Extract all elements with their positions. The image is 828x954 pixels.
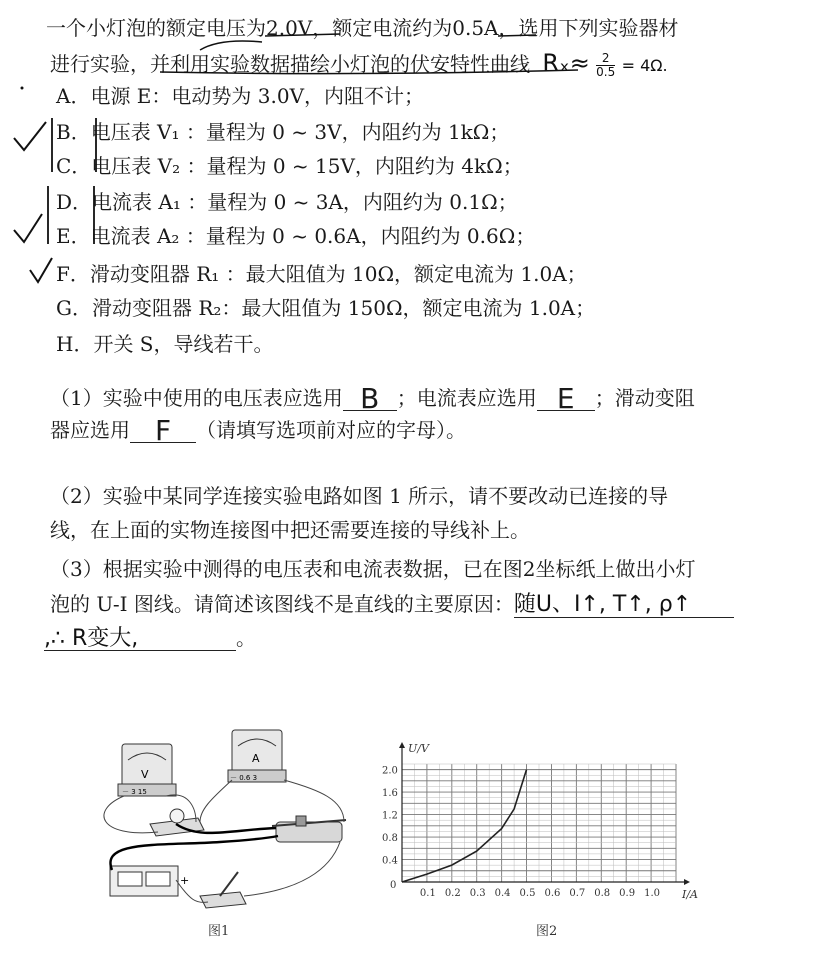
- y-tick-label: 0.4: [382, 855, 398, 867]
- origin-label: 0: [390, 880, 397, 891]
- q1-text-d: 器应选用: [50, 418, 130, 442]
- option-text: B．电压表 V₁ ：量程为 0 ~ 3V，内阻约为 1kΩ；: [56, 120, 510, 144]
- q1-answer-rheostat: F: [130, 420, 196, 443]
- y-tick-label: 1.2: [382, 810, 398, 822]
- annotation-result: = 4Ω.: [621, 56, 668, 75]
- q1-answer-ammeter: E: [537, 388, 595, 411]
- ammeter-symbol: A: [252, 752, 260, 765]
- x-tick-label: 0.8: [594, 888, 611, 899]
- y-tick-label: 1.6: [382, 788, 398, 800]
- q3-text-1: （3）根据实验中测得的电压表和电流表数据，已在图2坐标纸上做出小灯: [50, 557, 696, 581]
- q1-answer-voltmeter: B: [343, 388, 397, 411]
- ammeter-terminals: － 0.6 3: [230, 774, 258, 782]
- annotation-frac-num: 2: [596, 52, 615, 66]
- stem-text-2: 进行实验，并利用实验数据描绘小灯泡的伏安特性曲线: [50, 52, 530, 76]
- x-tick-label: 0.1: [419, 888, 436, 899]
- x-tick-label: 0.2: [444, 888, 461, 899]
- chart-grid: [402, 764, 676, 882]
- option-text: A．电源 E：电动势为 3.0V，内阻不计；: [56, 84, 425, 108]
- q2-text-1: （2）实验中某同学连接实验电路如图 1 所示，请不要改动已连接的导: [50, 484, 669, 508]
- y-tick-label: 2.0: [382, 765, 398, 777]
- x-tick-label: 0.3: [469, 888, 486, 899]
- y-tick-label: 0.8: [382, 833, 398, 845]
- chart-axes: [399, 742, 690, 885]
- voltmeter-terminals: － 3 15: [122, 788, 147, 796]
- option-text: G．滑动变阻器 R₂：最大阻值为 150Ω，额定电流为 1.0A；: [56, 296, 596, 320]
- x-tick-label: 0.6: [544, 888, 561, 899]
- q1-text-a: （1）实验中使用的电压表应选用: [50, 386, 343, 410]
- x-tick-label: 0.5: [519, 888, 536, 899]
- x-tick-label: 0.9: [619, 888, 636, 899]
- option-text: E．电流表 A₂ ：量程为 0 ~ 0.6A，内阻约为 0.6Ω；: [56, 224, 536, 248]
- figure-2-caption: 图2: [536, 924, 558, 939]
- option-text: C．电压表 V₂ ：量程为 0 ~ 15V，内阻约为 4kΩ；: [56, 154, 523, 178]
- x-tick-label: 1.0: [644, 888, 660, 899]
- q3-answer-line-2: ,∴ R变大,: [44, 628, 236, 651]
- option-text: H．开关 S，导线若干。: [56, 332, 274, 356]
- q2-text-2: 线，在上面的实物连接图中把还需要连接的导线补上。: [50, 518, 530, 542]
- q3-end: 。: [236, 626, 256, 650]
- q1-text-e: （请填写选项前对应的字母）。: [196, 418, 466, 442]
- voltmeter-symbol: V: [141, 768, 149, 781]
- q1-text-b: ；电流表应选用: [396, 386, 537, 410]
- x-tick-label: 0.7: [569, 888, 586, 899]
- battery-plus: +: [180, 874, 190, 887]
- x-axis-arrow: [684, 879, 690, 885]
- y-axis-label: U/V: [408, 742, 429, 755]
- q1-text-c: ；滑动变阻: [594, 386, 695, 410]
- option-text: D．电流表 A₁ ：量程为 0 ~ 3A，内阻约为 0.1Ω；: [56, 190, 518, 214]
- q3-text-2: 泡的 U-I 图线。请简述该图线不是直线的主要原因：: [50, 592, 514, 616]
- x-axis-label: I/A: [682, 888, 698, 901]
- y-axis-arrow: [399, 742, 405, 748]
- figure-1-caption: 图1: [208, 924, 230, 939]
- option-text: F．滑动变阻器 R₁ ：最大阻值为 10Ω，额定电流为 1.0A；: [56, 262, 587, 286]
- stem-text-1: 一个小灯泡的额定电压为2.0V，额定电流约为0.5A，选用下列实验器材: [46, 16, 679, 40]
- x-tick-label: 0.4: [494, 888, 511, 899]
- q3-answer-line-1: 随U、I↑, T↑, ρ↑: [514, 593, 734, 618]
- annotation-frac-den: 0.5: [596, 65, 616, 79]
- annotation-rx: Rₓ≈: [542, 49, 590, 77]
